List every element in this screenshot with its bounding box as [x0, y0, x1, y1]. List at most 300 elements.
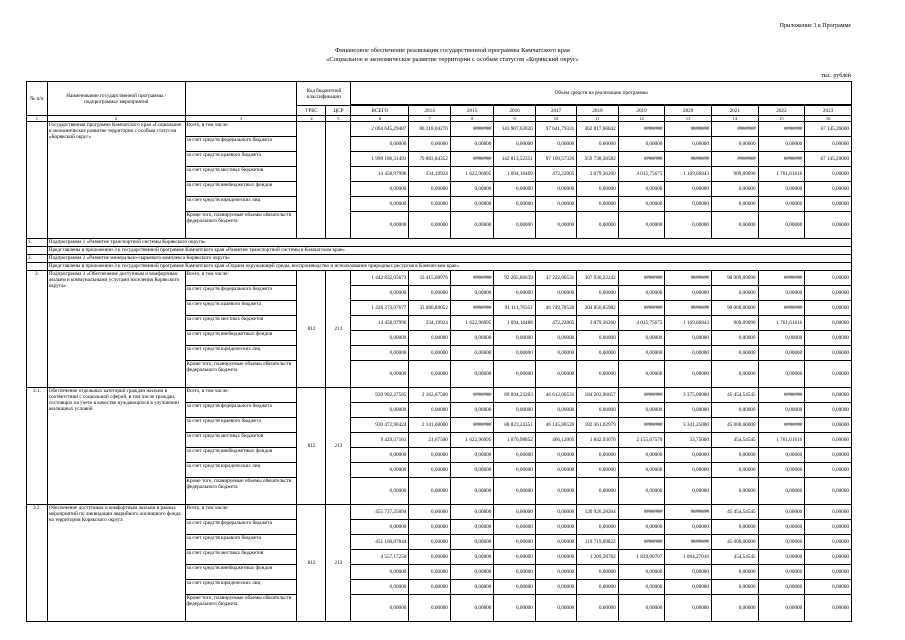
value-cell: 2 155,67570 — [618, 433, 665, 448]
value-cell: 1 829,00707 — [618, 550, 665, 565]
value-cell: ######## — [450, 418, 494, 433]
value-cell: 0,00000 — [711, 286, 758, 301]
value-cell: 472,22005 — [535, 316, 576, 331]
value-cell: 0,00000 — [450, 505, 494, 520]
value-cell: 0,00000 — [758, 182, 805, 197]
source-label: за счет средств юридических лиц — [185, 197, 297, 212]
value-cell: 0,00000 — [409, 520, 450, 535]
value-cell: ######## — [450, 388, 494, 403]
value-cell: 451 160,07844 — [351, 535, 409, 550]
value-cell: 0,00000 — [450, 331, 494, 346]
value-cell: 0,00000 — [577, 565, 618, 580]
value-cell: 0,00000 — [535, 286, 576, 301]
value-cell: 67 145,20000 — [805, 152, 852, 167]
value-cell: 1 842,93078 — [577, 433, 618, 448]
value-cell: 359 738,30582 — [577, 152, 618, 167]
value-cell: 0,00000 — [711, 212, 758, 239]
value-cell: 1 169,66843 — [665, 316, 712, 331]
value-cell: 0,00000 — [577, 520, 618, 535]
section-number — [27, 263, 48, 271]
source-label: за счет средств юридических лиц — [185, 463, 297, 478]
value-cell: ######## — [758, 271, 805, 286]
value-cell: 4 557,17250 — [351, 550, 409, 565]
value-cell: 0,00000 — [711, 182, 758, 197]
value-cell: 0,00000 — [805, 595, 852, 622]
value-cell: 0,00000 — [805, 550, 852, 565]
value-cell: 0,00000 — [535, 448, 576, 463]
header-grbs: ГРБС — [297, 106, 326, 116]
value-cell: 0,00000 — [618, 478, 665, 505]
value-cell: 0,00000 — [450, 448, 494, 463]
source-label: Кроме того, планируемые объемы обязательств федерального бюджета — [185, 595, 297, 622]
grbs-code: 812 — [297, 388, 326, 505]
header-index-cell: 8 — [450, 116, 494, 122]
value-cell: 0,00000 — [351, 580, 409, 595]
value-cell: 0,00000 — [450, 346, 494, 361]
value-cell: 0,00000 — [577, 346, 618, 361]
value-cell: 0,00000 — [494, 463, 535, 478]
value-cell: 307 936,22242 — [577, 271, 618, 286]
value-cell: ######## — [758, 418, 805, 433]
value-cell: 0,00000 — [758, 505, 805, 520]
value-cell: 0,00000 — [409, 505, 450, 520]
value-cell: 0,00000 — [409, 197, 450, 212]
value-cell: 0,00000 — [351, 197, 409, 212]
value-cell: 0,00000 — [450, 403, 494, 418]
value-cell: 0,00000 — [618, 182, 665, 197]
value-cell: 0,00000 — [535, 565, 576, 580]
grbs-code: 812 — [297, 505, 326, 622]
value-cell: 0,00000 — [711, 595, 758, 622]
value-cell: 0,00000 — [577, 463, 618, 478]
header-index-cell: 4 — [297, 116, 326, 122]
value-cell: 142 813,52351 — [494, 152, 535, 167]
value-cell: 0,00000 — [494, 286, 535, 301]
value-cell: 0,00000 — [758, 137, 805, 152]
header-index-cell: 3 — [185, 116, 297, 122]
value-cell: 0,00000 — [758, 478, 805, 505]
value-cell: 0,00000 — [577, 212, 618, 239]
program-name: Подпрограмма 3 «Обеспечение доступным и комфортным жильем и коммунальными услугами населения Корякского округа» — [47, 271, 185, 388]
value-cell: 3 341,25000 — [665, 418, 712, 433]
value-cell: 0,00000 — [758, 403, 805, 418]
value-cell: 0,00000 — [535, 361, 576, 388]
value-cell: 1 761,61616 — [758, 316, 805, 331]
value-cell: 930 472,90424 — [351, 418, 409, 433]
csr-code: 213 — [326, 505, 351, 622]
value-cell: 0,00000 — [351, 463, 409, 478]
header-year: 2020 — [665, 106, 712, 116]
value-cell: 4 015,75675 — [618, 316, 665, 331]
value-cell: 2 004 645,29487 — [351, 122, 409, 137]
section-label: Представлены в приложении 3 к государственной программе Камчатского края «Охрана окружающей среды, воспроизводство и использование природных ресурсов в Камчатском крае» — [47, 263, 851, 271]
table-row — [27, 122, 852, 137]
value-cell: 1 761,61616 — [758, 433, 805, 448]
header-index-cell: 6 — [351, 116, 409, 122]
value-cell: 0,00000 — [618, 137, 665, 152]
csr-code — [326, 122, 351, 239]
section-label: Подпрограмма 1 «Развитие транспортной системы Корякского округа» — [47, 239, 851, 247]
value-cell: 1 209,28782 — [577, 550, 618, 565]
value-cell: 21,67500 — [409, 433, 450, 448]
section-number: 2. — [27, 255, 48, 263]
value-cell: 0,00000 — [665, 580, 712, 595]
value-cell: 939 902,27585 — [351, 388, 409, 403]
value-cell: 0,00000 — [494, 182, 535, 197]
value-cell: 1 990 186,31491 — [351, 152, 409, 167]
value-cell: 0,00000 — [351, 520, 409, 535]
value-cell: 0,00000 — [450, 197, 494, 212]
value-cell: ######## — [665, 271, 712, 286]
value-cell: ######## — [618, 122, 665, 137]
source-label: за счет средств федерального бюджета — [185, 403, 297, 418]
value-cell: 0,00000 — [535, 535, 576, 550]
value-cell: 143 907,62820 — [494, 122, 535, 137]
program-name: Государственная программа Камчатского края «Социальное и экономическое развитие территории с особым статусом «Корякский округ» — [47, 122, 185, 239]
value-cell: 0,00000 — [577, 580, 618, 595]
value-cell: ######## — [450, 271, 494, 286]
value-cell: 0,00000 — [450, 595, 494, 622]
source-label: Кроме того, планируемые объемы обязательств федерального бюджета — [185, 478, 297, 505]
value-cell: ######## — [665, 505, 712, 520]
header-year: 2021 — [711, 106, 758, 116]
value-cell: 0,00000 — [711, 565, 758, 580]
value-cell: 0,00000 — [711, 346, 758, 361]
value-cell: 0,00000 — [577, 331, 618, 346]
table-row — [27, 271, 852, 286]
value-cell: 0,00000 — [450, 565, 494, 580]
value-cell: 0,00000 — [805, 463, 852, 478]
csr-code: 213 — [326, 271, 351, 388]
value-cell: 0,00000 — [618, 520, 665, 535]
value-cell: ######## — [450, 152, 494, 167]
value-cell: ######## — [618, 505, 665, 520]
value-cell: 0,00000 — [409, 565, 450, 580]
value-cell: 45 000,00000 — [711, 535, 758, 550]
value-cell: 0,00000 — [494, 478, 535, 505]
value-cell: ######## — [450, 122, 494, 137]
value-cell: 0,00000 — [577, 403, 618, 418]
value-cell: 0,00000 — [494, 361, 535, 388]
value-cell: 89 894,23203 — [494, 388, 535, 403]
value-cell: 33 080,89052 — [409, 301, 450, 316]
value-cell: 0,00000 — [758, 550, 805, 565]
header-index-cell: 1 — [27, 116, 48, 122]
value-cell: 0,00000 — [494, 550, 535, 565]
value-cell: 14 458,97996 — [351, 167, 409, 182]
value-cell: 0,00000 — [805, 167, 852, 182]
value-cell: 0,00000 — [618, 346, 665, 361]
value-cell: 0,00000 — [577, 448, 618, 463]
source-label: Кроме того, планируемые объемы обязательств федерального бюджета — [185, 212, 297, 239]
value-cell: 0,00000 — [758, 535, 805, 550]
value-cell: 0,00000 — [351, 448, 409, 463]
table-row — [27, 505, 852, 520]
value-cell: 0,00000 — [351, 286, 409, 301]
value-cell: 0,00000 — [577, 197, 618, 212]
value-cell: 0,00000 — [450, 286, 494, 301]
value-cell: 909,09090 — [711, 167, 758, 182]
value-cell: 0,00000 — [665, 448, 712, 463]
value-cell: 0,00000 — [577, 361, 618, 388]
header-year: 2022 — [758, 106, 805, 116]
value-cell: 0,00000 — [409, 580, 450, 595]
value-cell: 0,00000 — [665, 197, 712, 212]
source-label: Всего, в том числе: — [185, 388, 297, 403]
value-cell: ######## — [618, 271, 665, 286]
value-cell: 0,00000 — [535, 346, 576, 361]
value-cell: 0,00000 — [665, 331, 712, 346]
value-cell: 0,00000 — [494, 448, 535, 463]
value-cell: 79 883,84352 — [409, 152, 450, 167]
value-cell: 0,00000 — [618, 448, 665, 463]
finance-table — [26, 81, 852, 622]
document-title — [0, 46, 905, 64]
value-cell: 14 458,97996 — [351, 316, 409, 331]
source-label: за счет средств федерального бюджета — [185, 286, 297, 301]
value-cell: ######## — [450, 301, 494, 316]
header-name: Наименование государственной программы / подпрограммы/ мероприятия — [47, 82, 185, 116]
source-label: за счет средств юридических лиц — [185, 580, 297, 595]
value-cell: 45 454,54545 — [711, 388, 758, 403]
value-cell: 0,00000 — [805, 271, 852, 286]
value-cell: 33,75000 — [665, 433, 712, 448]
source-label: за счет средств федерального бюджета — [185, 137, 297, 152]
value-cell: 1 761,61616 — [758, 167, 805, 182]
value-cell: 182 361,02979 — [577, 418, 618, 433]
value-cell: 0,00000 — [711, 361, 758, 388]
value-cell: 92 205,86639 — [494, 271, 535, 286]
value-cell: 0,00000 — [711, 331, 758, 346]
value-cell: 0,00000 — [618, 565, 665, 580]
value-cell: ######## — [758, 152, 805, 167]
value-cell: 0,00000 — [450, 463, 494, 478]
value-cell: 0,00000 — [758, 595, 805, 622]
value-cell: 0,00000 — [494, 403, 535, 418]
value-cell: 0,00000 — [351, 403, 409, 418]
source-label: за счет средств местных бюджетов — [185, 550, 297, 565]
value-cell: 0,00000 — [577, 595, 618, 622]
header-index-cell: 14 — [711, 116, 758, 122]
value-cell: 0,00000 — [494, 197, 535, 212]
value-cell: 0,00000 — [450, 580, 494, 595]
value-cell: 0,00000 — [351, 478, 409, 505]
source-label: Всего, в том числе: — [185, 271, 297, 286]
value-cell: 0,00000 — [665, 212, 712, 239]
value-cell: 1 622,96095 — [450, 167, 494, 182]
source-label: за счет средств юридических лиц — [185, 346, 297, 361]
value-cell: 0,00000 — [805, 212, 852, 239]
value-cell: 0,00000 — [351, 361, 409, 388]
value-cell: 472,22005 — [535, 167, 576, 182]
value-cell: 1 622,96095 — [450, 316, 494, 331]
value-cell: 184 203,96057 — [577, 388, 618, 403]
value-cell: 97 169,57326 — [535, 152, 576, 167]
value-cell: 0,00000 — [805, 316, 852, 331]
value-cell: 0,00000 — [535, 550, 576, 565]
row-number: 3.2. — [27, 505, 48, 622]
value-cell: 1 428 373,07677 — [351, 301, 409, 316]
section-row — [27, 239, 852, 247]
value-cell: 0,00000 — [758, 520, 805, 535]
value-cell: 67 145,20000 — [805, 122, 852, 137]
value-cell: ######## — [618, 535, 665, 550]
value-cell: 0,00000 — [665, 182, 712, 197]
value-cell: 1 070,98852 — [494, 433, 535, 448]
value-cell: 0,00000 — [535, 137, 576, 152]
value-cell: 0,00000 — [409, 550, 450, 565]
value-cell: 45 454,54545 — [711, 505, 758, 520]
value-cell: 0,00000 — [494, 346, 535, 361]
value-cell: 0,00000 — [805, 331, 852, 346]
value-cell: 0,00000 — [618, 463, 665, 478]
value-cell: 0,00000 — [450, 212, 494, 239]
value-cell: 0,00000 — [758, 286, 805, 301]
value-cell: 0,00000 — [618, 331, 665, 346]
value-cell: ######## — [758, 388, 805, 403]
value-cell: 0,00000 — [494, 580, 535, 595]
source-label: за счет средств федерального бюджета — [185, 520, 297, 535]
value-cell: 0,00000 — [577, 478, 618, 505]
row-number — [27, 122, 48, 239]
value-cell: 0,00000 — [494, 212, 535, 239]
value-cell: 0,00000 — [351, 137, 409, 152]
header-year: 2016 — [494, 106, 535, 116]
value-cell: 0,00000 — [758, 361, 805, 388]
value-cell: 0,00000 — [409, 212, 450, 239]
value-cell: 0,00000 — [805, 505, 852, 520]
value-cell: 0,00000 — [450, 137, 494, 152]
value-cell: 0,00000 — [758, 346, 805, 361]
value-cell: 0,00000 — [758, 580, 805, 595]
value-cell: 0,00000 — [450, 182, 494, 197]
value-cell: 0,00000 — [535, 520, 576, 535]
value-cell: 0,00000 — [409, 463, 450, 478]
value-cell: 0,00000 — [577, 182, 618, 197]
value-cell: ######## — [711, 152, 758, 167]
value-cell: 0,00000 — [758, 331, 805, 346]
value-cell: ######## — [618, 301, 665, 316]
value-cell: ######## — [618, 388, 665, 403]
value-cell: 0,00000 — [409, 331, 450, 346]
value-cell: 0,00000 — [351, 565, 409, 580]
value-cell: ######## — [665, 535, 712, 550]
value-cell: 0,00000 — [450, 520, 494, 535]
value-cell: 334,19924 — [409, 316, 450, 331]
value-cell: 97 641,79331 — [535, 122, 576, 137]
value-cell: 0,00000 — [535, 182, 576, 197]
value-cell: 0,00000 — [535, 331, 576, 346]
value-cell: 3 079,36260 — [577, 167, 618, 182]
value-cell: 1 094,10469 — [494, 167, 535, 182]
value-cell: 0,00000 — [805, 478, 852, 505]
value-cell: 0,00000 — [409, 286, 450, 301]
value-cell: 0,00000 — [665, 463, 712, 478]
value-cell: 0,00000 — [618, 580, 665, 595]
value-cell: 0,00000 — [494, 535, 535, 550]
value-cell: 46 145,88526 — [535, 418, 576, 433]
value-cell: 1 169,66843 — [665, 167, 712, 182]
source-label: за счет средств внебюджетных фондов — [185, 182, 297, 197]
value-cell: 0,00000 — [618, 595, 665, 622]
value-cell: 0,00000 — [711, 520, 758, 535]
value-cell: 466,12005 — [535, 433, 576, 448]
value-cell: 0,00000 — [805, 301, 852, 316]
value-cell: 0,00000 — [805, 418, 852, 433]
value-cell: 0,00000 — [805, 520, 852, 535]
section-row — [27, 263, 852, 271]
header-year: 2015 — [450, 106, 494, 116]
value-cell: 0,00000 — [450, 550, 494, 565]
header-index-cell: 12 — [618, 116, 665, 122]
value-cell: 4 015,75675 — [618, 167, 665, 182]
header-index-cell: 2 — [47, 116, 185, 122]
value-cell: 90 909,09090 — [711, 271, 758, 286]
value-cell: 454,54545 — [711, 433, 758, 448]
value-cell: 0,00000 — [494, 331, 535, 346]
value-cell: 0,00000 — [535, 463, 576, 478]
value-cell: ######## — [665, 301, 712, 316]
value-cell: 0,00000 — [805, 388, 852, 403]
header-index-cell: 9 — [494, 116, 535, 122]
value-cell: 0,00000 — [665, 286, 712, 301]
value-cell: 0,00000 — [805, 535, 852, 550]
header-total: ВСЕГО — [351, 106, 409, 116]
grbs-code: 812 — [297, 271, 326, 388]
source-label: за счет средств краевого бюджета — [185, 535, 297, 550]
section-row — [27, 255, 852, 263]
value-cell: 0,00000 — [711, 580, 758, 595]
value-cell: 0,00000 — [758, 448, 805, 463]
value-cell: 91 111,76351 — [494, 301, 535, 316]
header-volume: Объем средств на реализацию программы — [351, 82, 852, 105]
csr-code: 213 — [326, 388, 351, 505]
value-cell: 0,00000 — [665, 403, 712, 418]
value-cell: ######## — [711, 122, 758, 137]
header-csr: ЦСР — [326, 106, 351, 116]
value-cell: ######## — [665, 152, 712, 167]
source-label: за счет средств внебюджетных фондов — [185, 331, 297, 346]
value-cell: 0,00000 — [711, 197, 758, 212]
header-year: 2019 — [618, 106, 665, 116]
value-cell: 1 064,27016 — [665, 550, 712, 565]
value-cell: 0,00000 — [711, 403, 758, 418]
value-cell: 0,00000 — [351, 212, 409, 239]
header-index-cell: 5 — [326, 116, 351, 122]
value-cell: 1 094,10488 — [494, 316, 535, 331]
value-cell: 0,00000 — [577, 286, 618, 301]
value-cell: 0,00000 — [535, 478, 576, 505]
value-cell: 90 000,00000 — [711, 301, 758, 316]
value-cell: 0,00000 — [665, 361, 712, 388]
value-cell: 0,00000 — [577, 137, 618, 152]
value-cell: 3 375,00000 — [665, 388, 712, 403]
source-label: за счет средств внебюджетных фондов — [185, 448, 297, 463]
source-label: за счет средств местных бюджетов — [185, 316, 297, 331]
value-cell: 80 218,04276 — [409, 122, 450, 137]
value-cell: 0,00000 — [351, 595, 409, 622]
value-cell: 0,00000 — [805, 346, 852, 361]
value-cell: 47 222,00531 — [535, 271, 576, 286]
header-index-cell: 13 — [665, 116, 712, 122]
appendix-label: Приложение 3 к Программе — [779, 23, 851, 29]
value-cell: 0,00000 — [409, 403, 450, 418]
value-cell: 0,00000 — [805, 448, 852, 463]
value-cell: 45 000,00000 — [711, 418, 758, 433]
title-line-2: «Социальное и экономическое развитие территории с особым статусом «Корякский округ» — [326, 56, 579, 63]
value-cell: 0,00000 — [450, 361, 494, 388]
value-cell: 0,00000 — [618, 403, 665, 418]
